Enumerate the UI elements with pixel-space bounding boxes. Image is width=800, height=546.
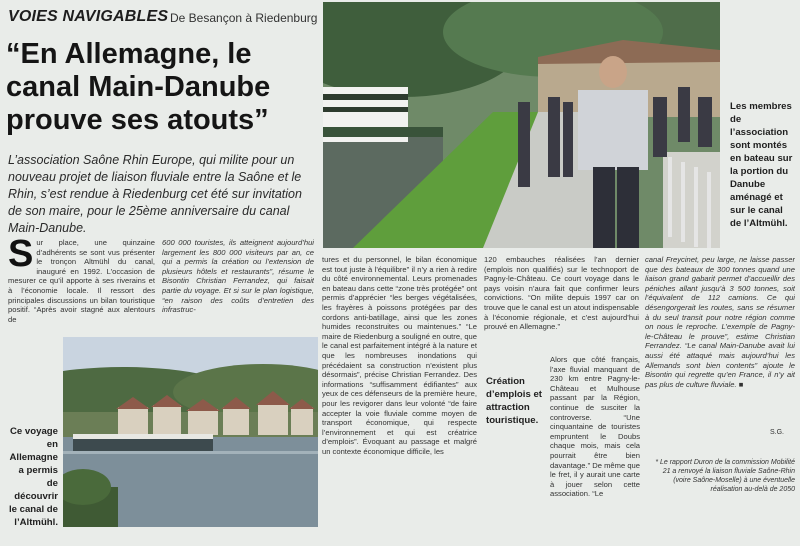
column-1-text: ur place, une quinzaine d’adhérents se sont vus présenter le tronçon Altmühl du canal, inauguré en 1992. L’occasion de mesurer ce qu’il apporte à ses riverains et à l’économie locale. Il ressort des principales discussions un bilan touristique positif. “Après avoir stagné aux alentours de bbox=[8, 238, 155, 324]
top-photo bbox=[323, 2, 720, 248]
article-column-2: 600 000 touristes, ils atteignent aujourd’hui largement les 800 000 visiteurs par an, ce qui a permis la création ou l’extension de plusieurs hôtels et restaurants”, résume le Bisontin Christian Ferrandez, qui faisait partie du voyage. Et si sur le plan logistique, “en raison des coûts d’entretien des infrastruc- bbox=[162, 238, 314, 315]
footnote: * Le rapport Duron de la commission Mobilité 21 a renvoyé la liaison fluviale Saône-Rhin (voire Saône-Moselle) à une éventuelle réalisation au-delà de 2050 bbox=[655, 459, 795, 493]
article-column-1 bbox=[8, 238, 155, 333]
bottom-photo-caption: Ce voyage en Allemagne a permis de découvrir le canal de l’Altmühl. bbox=[8, 426, 58, 528]
article-column-5: canal Freycinet, peu large, ne laisse passer que des bateaux de 300 tonnes quand une liaison grand gabarit permet d’accueillir des péniches allant jusqu’à 3 500 tonnes, soit l’équivalent de 112 camions. Ce qui désengorgerait les routes, sans se résumer à du seul transit pour notre région comme on nous le reproche. L’exemple de Pagny-le-Château le prouve”, estime Christian Ferrandez. “Le canal Main-Danube avait lui aussi été attaqué mais aujourd’hui les Allemands sont bien contents” ajoute le Bisontin qui regrette qu’en France, il n’y ait pas plus de culture fluviale. ■ bbox=[645, 255, 795, 389]
bottom-photo bbox=[63, 337, 318, 527]
drop-cap: S bbox=[8, 238, 34, 275]
section-kicker: VOIES NAVIGABLES bbox=[8, 8, 169, 25]
author-signature: S.G. bbox=[770, 429, 785, 436]
article-column-4-top: 120 embauches réalisées l’an dernier (emplois non qualifiés) sur le technoport de Pagny-le-Château. Ce court voyage dans le pays voisin n’aura fait que confirmer leurs convictions. “On milite depuis 1997 car on trouve que le canal est un atout indispensable à l’économie régionale, et c’est aujourd’hui prouvé en Allemagne.” bbox=[484, 255, 639, 332]
side-caption: Création d’emplois et attraction touristique. bbox=[486, 376, 542, 426]
article-column-3: tures et du personnel, le bilan économique est tout juste à l’équilibre” il n’y a rien à redire du côté environnemental. Leurs promenades en bateau dans cette “zone très protégée” ont permis d’apprécier “les berges végétalisées, les frayères à poissons protégées par des cordons anti-batillage, ainsi que les zones humides reconstruites ou maintenues.” “Le maire de Riedenburg a souligné en outre, que le canal est parfaitement intégré à la nature et que les nombreuses inondations qui précédaient sa construction n’existent plus désormais”, précise Christian Ferrandez. Des informations “suffisamment édifiantes” aux yeux de ces défenseurs de la première heure, pour les revigorer dans leur volonté “de faire accepter la voie fluviale comme moyen de transport économique, qui respecte l’environnement et qui est créatrice d’emplois”. Évoquant au passage et malgré un contexte économique difficile, les bbox=[322, 255, 477, 456]
article-headline: “En Allemagne, le canal Main-Danube prouve ses atouts” bbox=[6, 38, 271, 136]
top-photo-caption: Les membres de l’association sont montés en bateau sur la portion du Danube aménagé et sur le canal de l’Altmühl. bbox=[730, 101, 793, 229]
section-subtitle: De Besançon à Riedenburg bbox=[170, 11, 318, 25]
article-column-4-bottom: Alors que côté français, l’axe fluvial manquant de 230 km entre Pagny-le-Château et Mulhouse passant par la Région, continue de susciter la controverse. “Une cinquantaine de touristes empruntent le Doubs chaque mois, mais cela pourrait être bien davantage.” De même que le fret, il y aurait une carte à jouer selon cette association. “Le bbox=[550, 355, 640, 499]
article-lead: L’association Saône Rhin Europe, qui milite pour un nouveau projet de liaison fluviale entre la Saône et le Rhin, s’est rendue à Riedenburg cet été sur invitation de son maire, pour le 25ème anniversaire du canal Main-Danube. bbox=[8, 153, 302, 235]
